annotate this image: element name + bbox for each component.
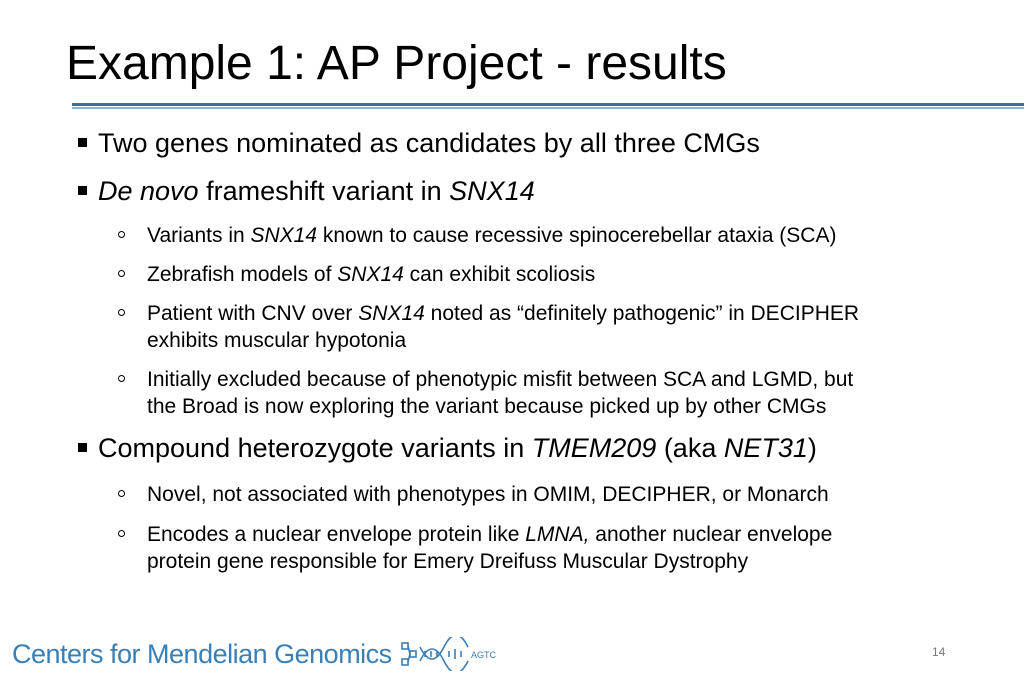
- gene-name: SNX14: [337, 263, 404, 286]
- bullet-2-italic-2: SNX14: [449, 176, 535, 206]
- gene-name: LMNA,: [525, 523, 590, 546]
- sub-text-part: noted as “definitely pathogenic” in DECIPHER: [424, 302, 860, 325]
- cmg-logo: [12, 636, 508, 672]
- gene-name: SNX14: [250, 224, 318, 247]
- bullet-2-plain: frameshift variant in: [198, 176, 450, 206]
- bullet-2-text: [98, 175, 535, 207]
- sub-bullet-text: [147, 366, 853, 420]
- bullet-3-plain: (aka: [656, 433, 724, 463]
- title-divider-light: [72, 107, 1024, 109]
- sub-bullet-text: [147, 261, 595, 288]
- circle-bullet-icon: [118, 309, 125, 316]
- sub-bullet-text: [147, 521, 832, 575]
- gene-name: SNX14: [358, 302, 425, 325]
- sub-text-line-2: exhibits muscular hypotonia: [147, 329, 407, 352]
- circle-bullet-icon: [118, 490, 125, 497]
- sub-text-part: Variants in: [147, 224, 251, 247]
- gene-name: NET31: [723, 433, 808, 463]
- logo-mark-text: AGTC: [471, 650, 497, 660]
- sub-text-part: Encodes a nuclear envelope protein like: [147, 523, 526, 546]
- bullet-3-plain: Compound heterozygote variants in: [98, 433, 532, 463]
- page-number: 14: [932, 645, 946, 659]
- title-divider: [72, 103, 1024, 106]
- sub-text-line-2: protein gene responsible for Emery Dreifuss Muscular Dystrophy: [147, 550, 749, 573]
- square-bullet-icon: [78, 138, 87, 147]
- bullet-3-plain: ): [807, 433, 817, 463]
- slide-title: Example 1: AP Project - results: [66, 37, 727, 90]
- sub-text-line-1: Initially excluded because of phenotypic misfit between SCA and LGMD, but: [147, 368, 854, 391]
- circle-bullet-icon: [118, 375, 125, 382]
- sub-bullet-text: [147, 222, 836, 249]
- circle-bullet-icon: [118, 530, 125, 537]
- logo-text: Centers for Mendelian Genomics: [12, 639, 392, 669]
- sub-text-part: another nuclear envelope: [589, 523, 833, 546]
- gene-name: TMEM209: [531, 433, 657, 463]
- dna-helix-icon: [398, 637, 508, 671]
- sub-bullet-text: Novel, not associated with phenotypes in OMIM, DECIPHER, or Monarch: [147, 483, 829, 506]
- bullet-3-text: [98, 432, 817, 464]
- bullet-2-italic-1: De novo: [98, 176, 199, 206]
- bullet-1-text: Two genes nominated as candidates by all three CMGs: [98, 128, 760, 158]
- sub-text-part: Zebrafish models of: [147, 263, 338, 286]
- circle-bullet-icon: [118, 231, 125, 238]
- circle-bullet-icon: [118, 270, 125, 277]
- square-bullet-icon: [78, 186, 87, 195]
- sub-text-part: known to cause recessive spinocerebellar ataxia (SCA): [317, 224, 837, 247]
- sub-text-part: Patient with CNV over: [147, 302, 359, 325]
- sub-text-part: can exhibit scoliosis: [403, 263, 596, 286]
- sub-text-line-2: the Broad is now exploring the variant because picked up by other CMGs: [147, 395, 827, 418]
- square-bullet-icon: [78, 443, 87, 452]
- sub-bullet-text: [147, 300, 859, 354]
